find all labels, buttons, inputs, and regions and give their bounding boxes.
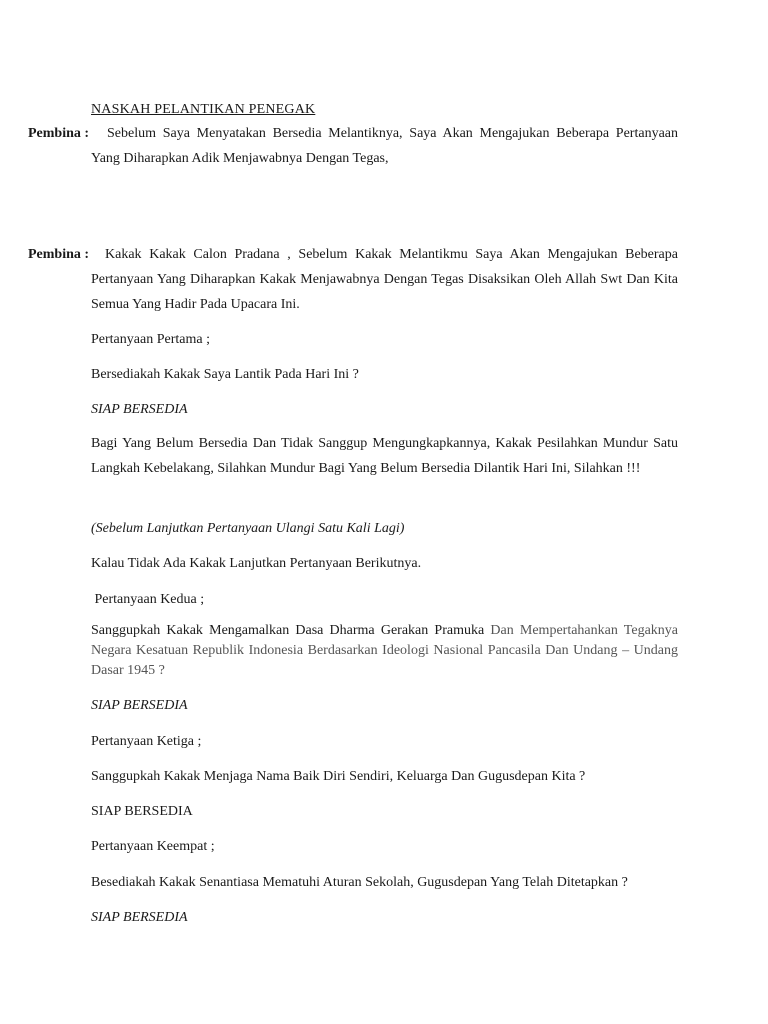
question-4-label: Pertanyaan Keempat ; xyxy=(91,839,215,854)
speaker-text-content: Sebelum Saya Menyatakan Bersedia Melantiknya, Saya Akan Mengajukan Beberapa Pertanyaan Yang Diharapkan Adik Menjawabnya Dengan Tegas, xyxy=(91,126,678,166)
answer-3: SIAP BERSEDIA xyxy=(91,804,193,819)
speaker-label: Pembina : xyxy=(28,247,90,262)
question-3-label: Pertanyaan Ketiga ; xyxy=(91,734,202,749)
question-4-text: Besediakah Kakak Senantiasa Mematuhi Aturan Sekolah, Gugusdepan Yang Telah Ditetapkan ? xyxy=(91,875,628,890)
continue-text: Kalau Tidak Ada Kakak Lanjutkan Pertanyaan Berikutnya. xyxy=(91,556,422,571)
question-2-label: Pertanyaan Kedua ; xyxy=(91,592,205,607)
document-title: NASKAH PELANTIKAN PENEGAK xyxy=(91,102,316,117)
speaker-text xyxy=(91,242,678,317)
question-1-label: Pertanyaan Pertama ; xyxy=(91,332,210,347)
speaker-text xyxy=(91,121,678,171)
speaker-block-2 xyxy=(28,242,678,317)
answer-2: SIAP BERSEDIA xyxy=(91,698,188,713)
repeat-note: (Sebelum Lanjutkan Pertanyaan Ulangi Satu Kali Lagi) xyxy=(91,521,405,536)
question-1-text: Bersediakah Kakak Saya Lantik Pada Hari Ini ? xyxy=(91,367,359,382)
question-2-text-b: Dan Mempertahankan Tegaknya Negara Kesatuan Republik Indonesia Berdasarkan Ideologi Nasional Pancasila Dan Undang – Undang Dasar 1945 ? xyxy=(91,623,679,678)
instruction-paragraph: Bagi Yang Belum Bersedia Dan Tidak Sanggup Mengungkapkannya, Kakak Pesilahkan Mundur Satu Langkah Kebelakang, Silahkan Mundur Bagi Yang Belum Bersedia Dilantik Hari Ini, Silahkan !!! xyxy=(91,436,678,476)
question-2-text-a: Sanggupkah Kakak Mengamalkan Dasa Dharma Gerakan Pramuka xyxy=(91,623,485,638)
speaker-text-content: Kakak Kakak Calon Pradana , Sebelum Kakak Melantikmu Saya Akan Mengajukan Beberapa Pertanyaan Yang Diharapkan Kakak Menjawabnya Dengan Tegas Disaksikan Oleh Allah Swt Dan Kita Semua Yang Hadir Pada Upacara Ini. xyxy=(91,247,678,312)
answer-1: SIAP BERSEDIA xyxy=(91,402,188,417)
speaker-label: Pembina : xyxy=(28,126,90,141)
speaker-block-1 xyxy=(28,121,678,171)
question-3-text: Sanggupkah Kakak Menjaga Nama Baik Diri Sendiri, Keluarga Dan Gugusdepan Kita ? xyxy=(91,769,586,784)
answer-4: SIAP BERSEDIA xyxy=(91,910,188,925)
question-2-text xyxy=(91,621,678,681)
